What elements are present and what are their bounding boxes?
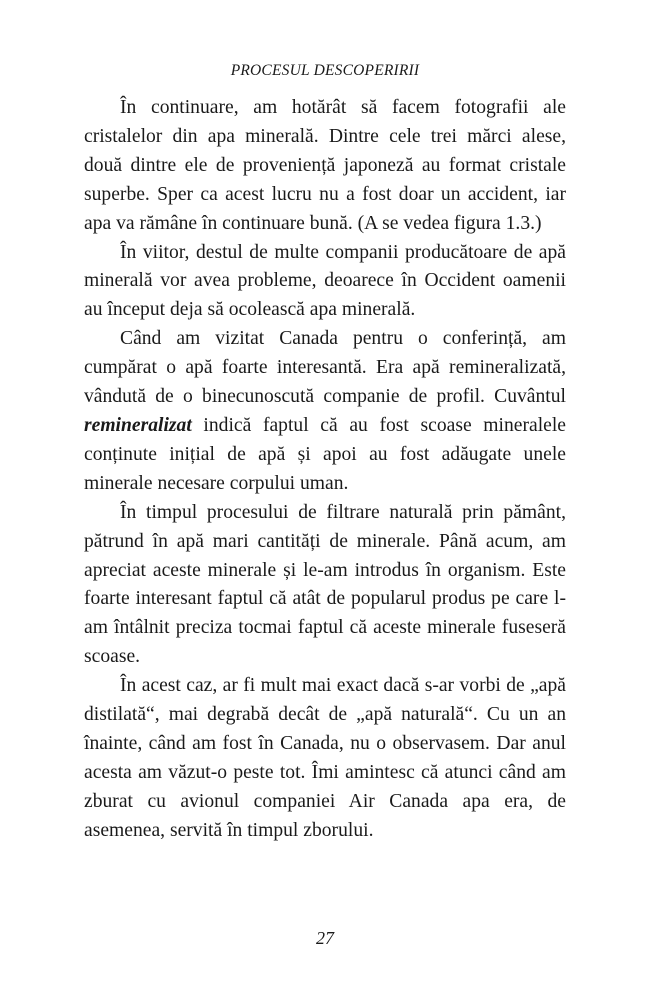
paragraph-3-text-before: Când am vizitat Canada pentru o conferință, am cumpărat o apă foarte interesantă. Era apă remineralizată, vândută de o binecunoscută companie de profil. Cuvântul [84, 328, 566, 408]
paragraph-3 [84, 325, 566, 498]
page-number: 27 [316, 928, 334, 948]
running-title: PROCESUL DESCOPERIRII [230, 62, 420, 79]
paragraph-3-text-after: indică faptul că au fost scoase mineralele conținute inițial de apă și apoi au fost adăugate unele minerale necesare corpului uman. [84, 414, 566, 494]
paragraph-2: În viitor, destul de multe companii producătoare de apă minerală vor avea probleme, deoarece în Occident oamenii au început deja să ocolească apa minerală. [84, 241, 566, 321]
emphasized-term: remineralizat [84, 414, 192, 436]
body-text [84, 94, 566, 846]
paragraph-5: În acest caz, ar fi mult mai exact dacă s-ar vorbi de „apă distilată“, mai degrabă decât de „apă naturală“. Cu un an înainte, când am fost în Canada, nu o observasem. Dar anul acesta am văzut-o peste tot. Îmi amintesc că atunci când am zburat cu avionul companiei Air Canada apa era, de asemenea, servită în timpul zborului. [84, 675, 566, 841]
paragraph-1: În continuare, am hotărât să facem fotografii ale cristalelor din apa minerală. Dintre cele trei mărci alese, două dintre ele de proveniență japoneză au format cristale superbe. Sper ca acest lucru nu a fost doar un accident, iar apa va rămâne în continuare bună. (A se vedea figura 1.3.) [84, 97, 566, 234]
paragraph-4: În timpul procesului de filtrare naturală prin pământ, pătrund în apă mari cantități de minerale. Până acum, am apreciat aceste minerale și le-am introdus în organism. Este foarte interesant faptul că atât de popularul produs pe care l-am întâlnit preciza tocmai faptul că aceste minerale fuseseră scoase. [84, 501, 566, 668]
